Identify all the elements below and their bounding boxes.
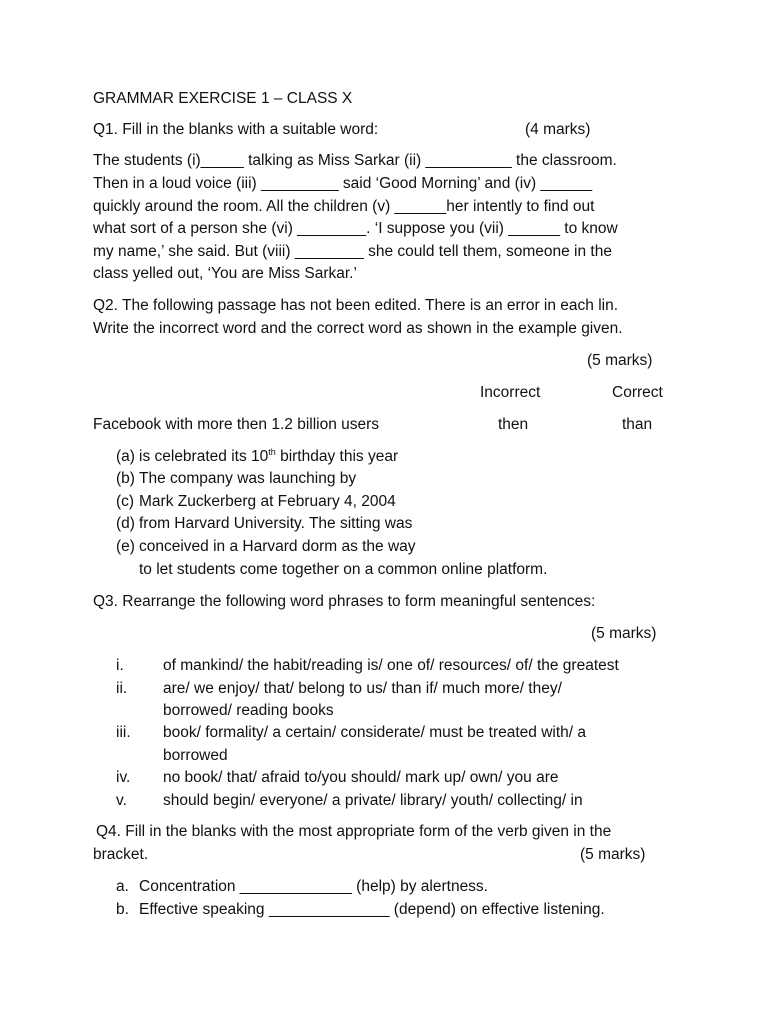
q2-item-text: Mark Zuckerberg at February 4, 2004 <box>139 493 396 510</box>
superscript: th <box>268 447 276 457</box>
q2-example-correct: than <box>622 416 653 433</box>
q4-item-label: a. <box>116 878 129 895</box>
q2-column-incorrect: Incorrect <box>480 384 541 401</box>
q3-item-number: iii. <box>116 724 131 741</box>
document-title: GRAMMAR EXERCISE 1 – CLASS X <box>93 90 353 107</box>
q3-item-number: ii. <box>116 680 128 697</box>
q2-item-continuation: to let students come together on a common online platform. <box>139 561 548 578</box>
q4-item-text: Effective speaking ______________ (depend) on effective listening. <box>139 901 605 918</box>
q4-heading-line: Q4. Fill in the blanks with the most appropriate form of the verb given in the <box>96 823 612 840</box>
q2-example-text: Facebook with more then 1.2 billion users <box>93 416 380 433</box>
q2-column-correct: Correct <box>612 384 663 401</box>
q3-item-text: of mankind/ the habit/reading is/ one of/ resources/ of/ the greatest <box>163 657 619 674</box>
q2-item-label: (d) <box>116 515 135 532</box>
q1-line: quickly around the room. All the children (v) ______her intently to find out <box>93 198 595 215</box>
q2-heading-line: Write the incorrect word and the correct word as shown in the example given. <box>93 320 623 337</box>
q4-item-label: b. <box>116 901 129 918</box>
q3-item-number: iv. <box>116 769 131 786</box>
q2-item-label: (c) <box>116 493 135 510</box>
q1-line: what sort of a person she (vi) ________. ‘I suppose you (vii) ______ to know <box>93 220 618 237</box>
q4-item-text: Concentration _____________ (help) by alertness. <box>139 878 488 895</box>
q3-item-text: should begin/ everyone/ a private/ library/ youth/ collecting/ in <box>163 792 583 809</box>
q4-heading-line: bracket. <box>93 846 149 863</box>
q3-item-text: borrowed/ reading books <box>163 702 334 719</box>
q2-marks: (5 marks) <box>587 352 653 369</box>
q1-line: my name,’ she said. But (viii) ________ she could tell them, someone in the <box>93 243 612 260</box>
q1-heading: Q1. Fill in the blanks with a suitable word: <box>93 121 379 138</box>
q3-item-number: i. <box>116 657 124 674</box>
q3-item-text: no book/ that/ afraid to/you should/ mark up/ own/ you are <box>163 769 559 786</box>
q1-marks: (4 marks) <box>525 121 591 138</box>
q1-line: class yelled out, ‘You are Miss Sarkar.’ <box>93 265 357 282</box>
q3-item-text: are/ we enjoy/ that/ belong to us/ than if/ much more/ they/ <box>163 680 562 697</box>
q2-item-label: (b) <box>116 470 135 487</box>
q3-item-number: v. <box>116 792 127 809</box>
q3-heading: Q3. Rearrange the following word phrases to form meaningful sentences: <box>93 593 596 610</box>
q2-item-text: conceived in a Harvard dorm as the way <box>139 538 416 555</box>
q2-item-text: is celebrated its 10th birthday this year <box>139 447 399 465</box>
q3-item-text: borrowed <box>163 747 228 764</box>
q1-line: Then in a loud voice (iii) _________ said ‘Good Morning’ and (iv) ______ <box>93 175 593 192</box>
q2-item-label: (a) <box>116 448 135 465</box>
q2-heading-line: Q2. The following passage has not been edited. There is an error in each lin. <box>93 297 619 314</box>
q2-example-incorrect: then <box>498 416 529 433</box>
q2-item-text: The company was launching by <box>139 470 357 487</box>
q4-marks: (5 marks) <box>580 846 646 863</box>
q2-item-text: from Harvard University. The sitting was <box>139 515 413 532</box>
q3-marks: (5 marks) <box>591 625 657 642</box>
q2-item-label: (e) <box>116 538 135 555</box>
q1-line: The students (i)_____ talking as Miss Sarkar (ii) __________ the classroom. <box>93 152 617 169</box>
q3-item-text: book/ formality/ a certain/ considerate/ must be treated with/ a <box>163 724 587 741</box>
